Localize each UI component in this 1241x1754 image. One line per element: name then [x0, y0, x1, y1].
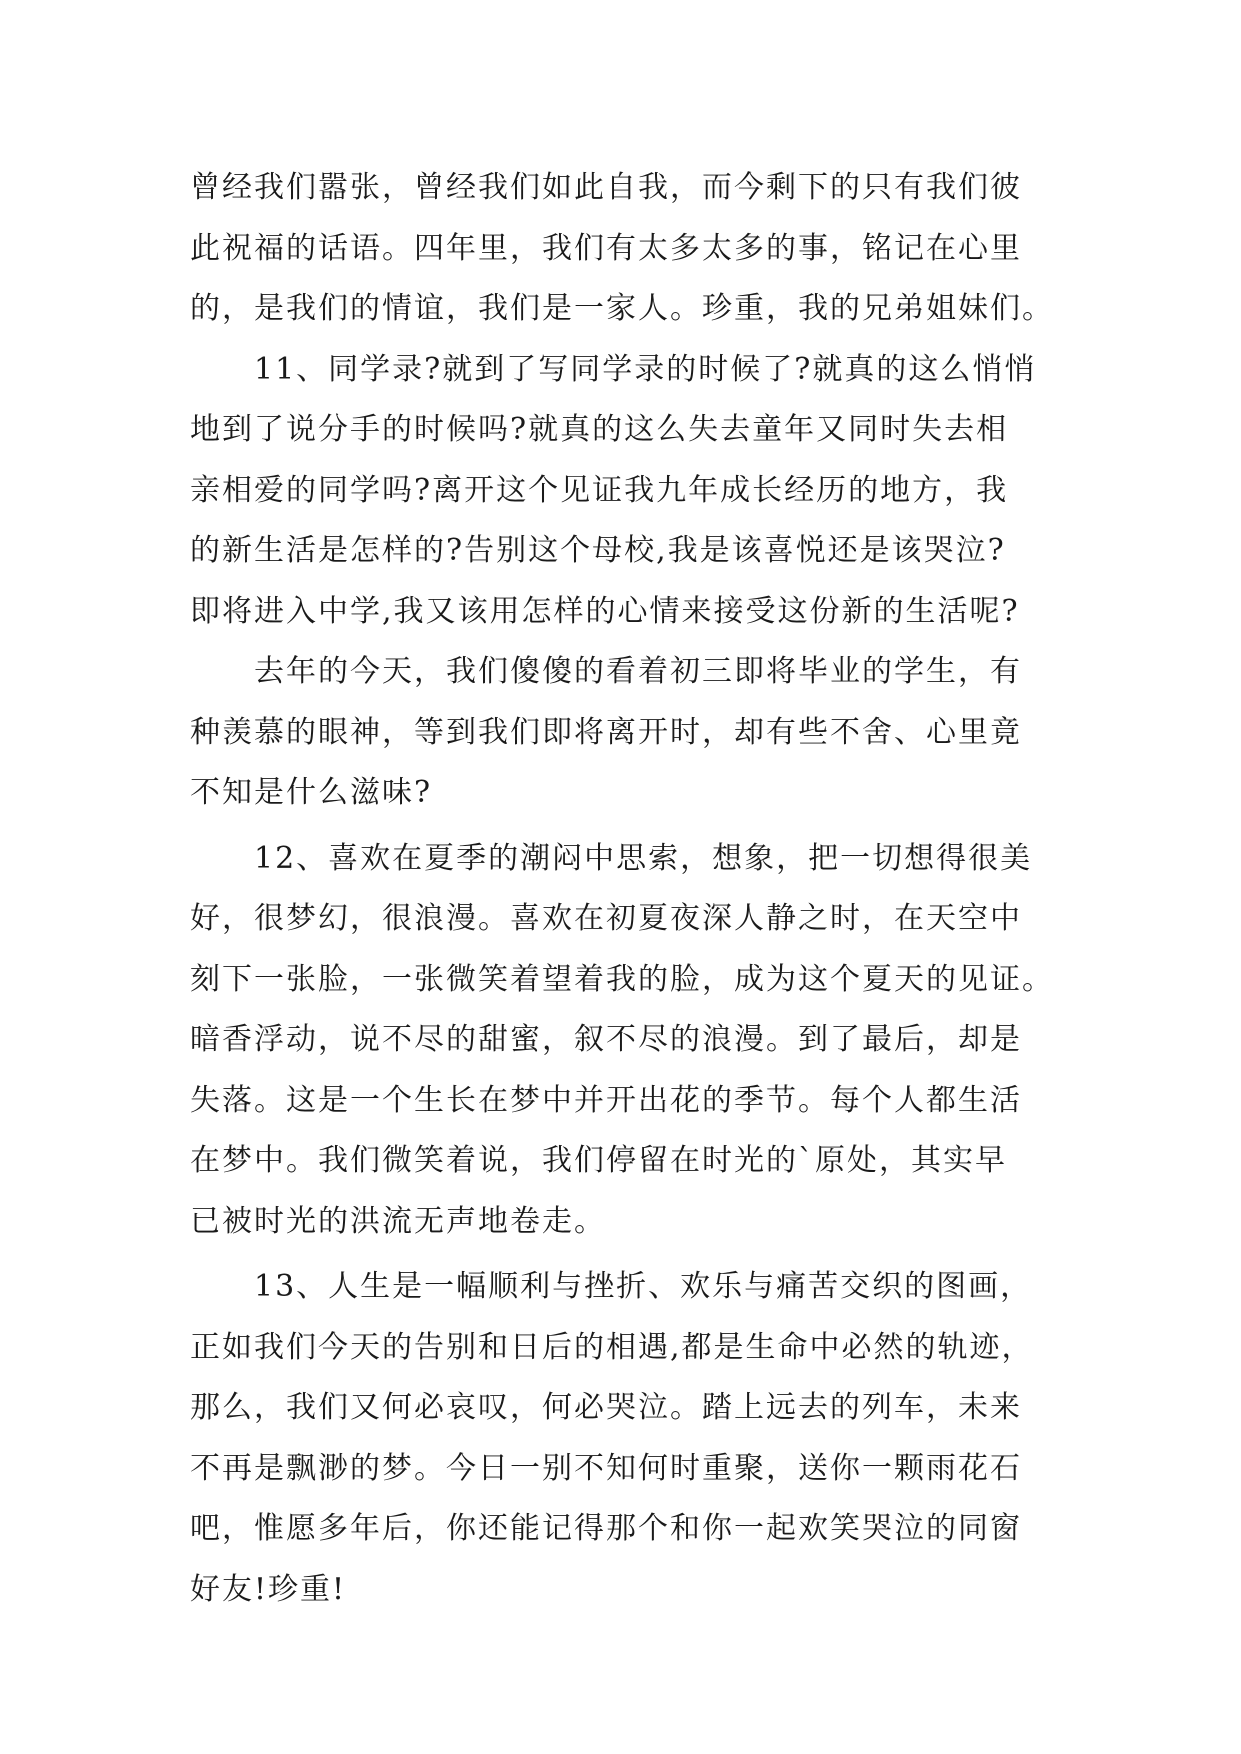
text-line: 12、喜欢在夏季的潮闷中思索，想象，把一切想得很美: [254, 840, 1033, 876]
text-line: 暗香浮动，说不尽的甜蜜，叙不尽的浪漫。到了最后，却是: [190, 1022, 1022, 1057]
text-line: 即将进入中学,我又该用怎样的心情来接受这份新的生活呢?: [190, 593, 1020, 629]
text-line: 此祝福的话语。四年里，我们有太多太多的事，铭记在心里: [190, 230, 1022, 266]
paragraph-intro: [190, 158, 1054, 340]
text-line: 的，是我们的情谊，我们是一家人。珍重，我的兄弟姐妹们。: [190, 291, 1054, 326]
text-line: 好，很梦幻，很浪漫。喜欢在初夏夜深人静之时，在天空中: [190, 901, 1022, 936]
text-line: 不知是什么滋味?: [190, 775, 433, 810]
paragraph-12: [190, 829, 1054, 1253]
paragraph-11b: [190, 642, 1050, 824]
text-line: 已被时光的洪流无声地卷走。: [190, 1203, 606, 1239]
text-line: 刻下一张脸，一张微笑着望着我的脸，成为这个夏天的见证。: [190, 961, 1054, 997]
text-line: 11、同学录?就到了写同学录的时候了?就真的这么悄悄: [254, 351, 1037, 387]
text-line: 去年的今天，我们傻傻的看着初三即将毕业的学生，有: [254, 654, 1022, 689]
text-line: 好友!珍重!: [190, 1571, 347, 1607]
text-line: 失落。这是一个生长在梦中并开出花的季节。每个人都生活: [190, 1082, 1022, 1118]
text-line: 的新生活是怎样的?告别这个母校,我是该喜悦还是该哭泣?: [190, 533, 1006, 568]
text-line: 吧，惟愿多年后，你还能记得那个和你一起欢笑哭泣的同窗: [190, 1511, 1022, 1546]
document-body: [190, 158, 1054, 1620]
text-line: 那么，我们又何必哀叹，何必哭泣。踏上远去的列车，未来: [190, 1390, 1022, 1425]
text-line: 地到了说分手的时候吗?就真的这么失去童年又同时失去相: [190, 412, 1009, 447]
text-line: 曾经我们嚣张，曾经我们如此自我，而今剩下的只有我们彼: [190, 170, 1022, 205]
paragraph-11: [190, 340, 1050, 643]
text-line: 13、人生是一幅顺利与挫折、欢乐与痛苦交织的图画，: [254, 1269, 1033, 1304]
text-line: 种羡慕的眼神，等到我们即将离开时，却有些不舍、心里竟: [190, 714, 1022, 750]
text-line: 亲相爱的同学吗?离开这个见证我九年成长经历的地方，我: [190, 472, 1009, 508]
paragraph-13: [190, 1257, 1050, 1620]
text-line: 在梦中。我们微笑着说，我们停留在时光的`原处，其实早: [190, 1143, 1007, 1178]
text-line: 正如我们今天的告别和日后的相遇,都是生命中必然的轨迹，: [190, 1329, 1034, 1365]
text-line: 不再是飘渺的梦。今日一别不知何时重聚，送你一颗雨花石: [190, 1450, 1022, 1486]
